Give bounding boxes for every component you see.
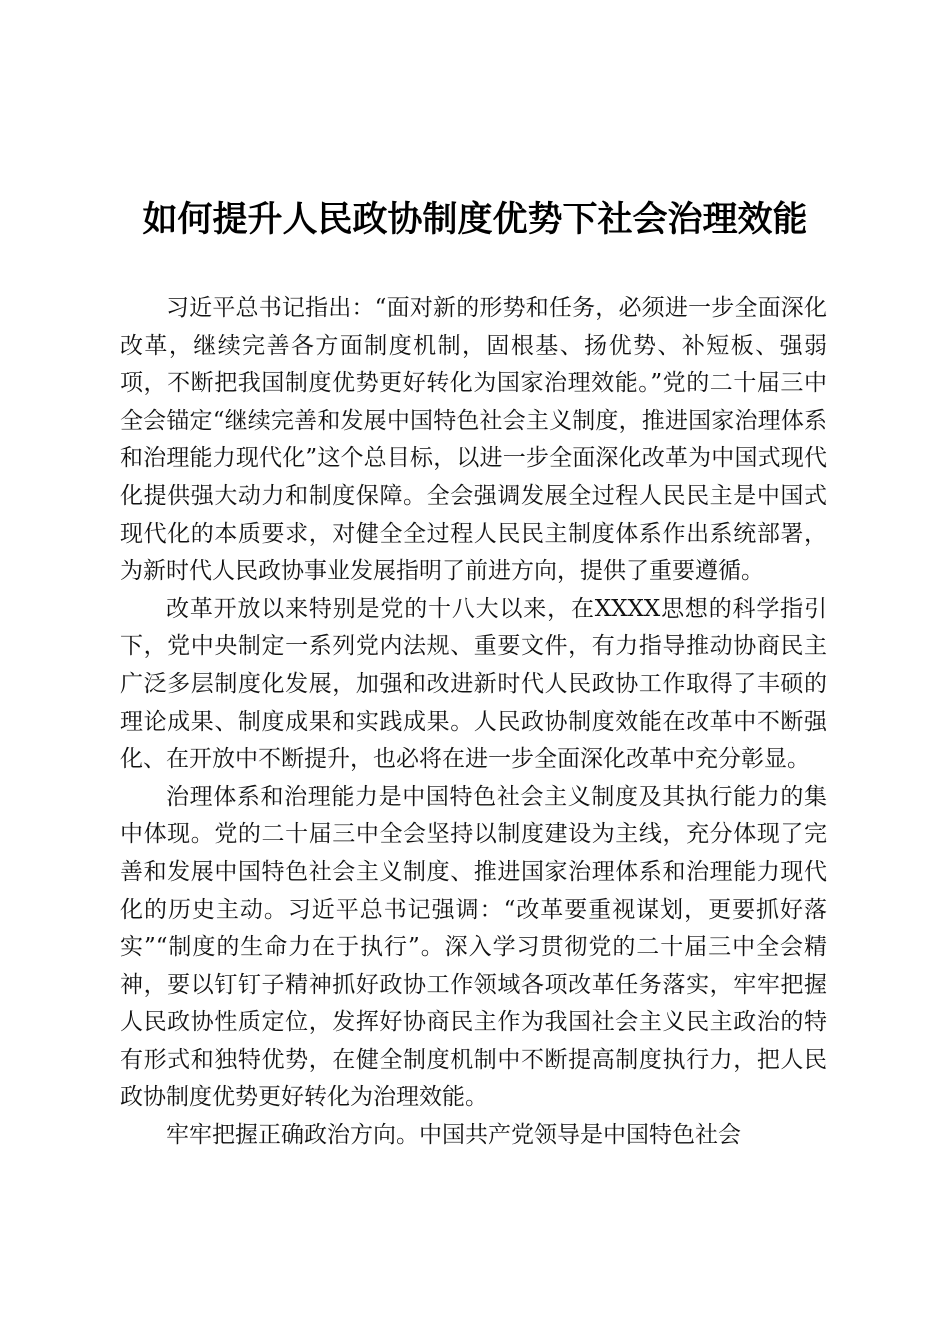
document-title: 如何提升人民政协制度优势下社会治理效能: [142, 199, 808, 240]
document-body: [120, 290, 827, 1155]
paragraph-3: 治理体系和治理能力是中国特色社会主义制度及其执行能力的集中体现。党的二十届三中全会坚持以制度建设为主线，充分体现了完善和发展中国特色社会主义制度、推进国家治理体系和治理能力现代化的历史主动。习近平总书记强调：“改革要重视谋划，更要抓好落实”“制度的生命力在于执行”。深入学习贯彻党的二十届三中全会精神，要以钉钉子精神抓好政协工作领域各项改革任务落实，牢牢把握人民政协性质定位，发挥好协商民主作为我国社会主义民主政治的特有形式和独特优势，在健全制度机制中不断提高制度执行力，把人民政协制度优势更好转化为治理效能。: [120, 783, 827, 1111]
paragraph-4: 牢牢把握正确政治方向。中国共产党领导是中国特色社会: [166, 1122, 741, 1149]
paragraph-2: 改革开放以来特别是党的十八大以来，在XXXX思想的科学指引下，党中央制定一系列党内法规、重要文件，有力指导推动协商民主广泛多层制度化发展，加强和改进新时代人民政协工作取得了丰硕的理论成果、制度成果和实践成果。人民政协制度效能在改革中不断强化、在开放中不断提升，也必将在进一步全面深化改革中充分彰显。: [120, 595, 827, 773]
paragraph-1: 习近平总书记指出：“面对新的形势和任务，必须进一步全面深化改革，继续完善各方面制度机制，固根基、扬优势、补短板、强弱项，不断把我国制度优势更好转化为国家治理效能。”党的二十届三中全会锚定“继续完善和发展中国特色社会主义制度，推进国家治理体系和治理能力现代化”这个总目标，以进一步全面深化改革为中国式现代化提供强大动力和制度保障。全会强调发展全过程人民民主是中国式现代化的本质要求，对健全全过程人民民主制度体系作出系统部署，为新时代人民政协事业发展指明了前进方向，提供了重要遵循。: [120, 295, 827, 585]
